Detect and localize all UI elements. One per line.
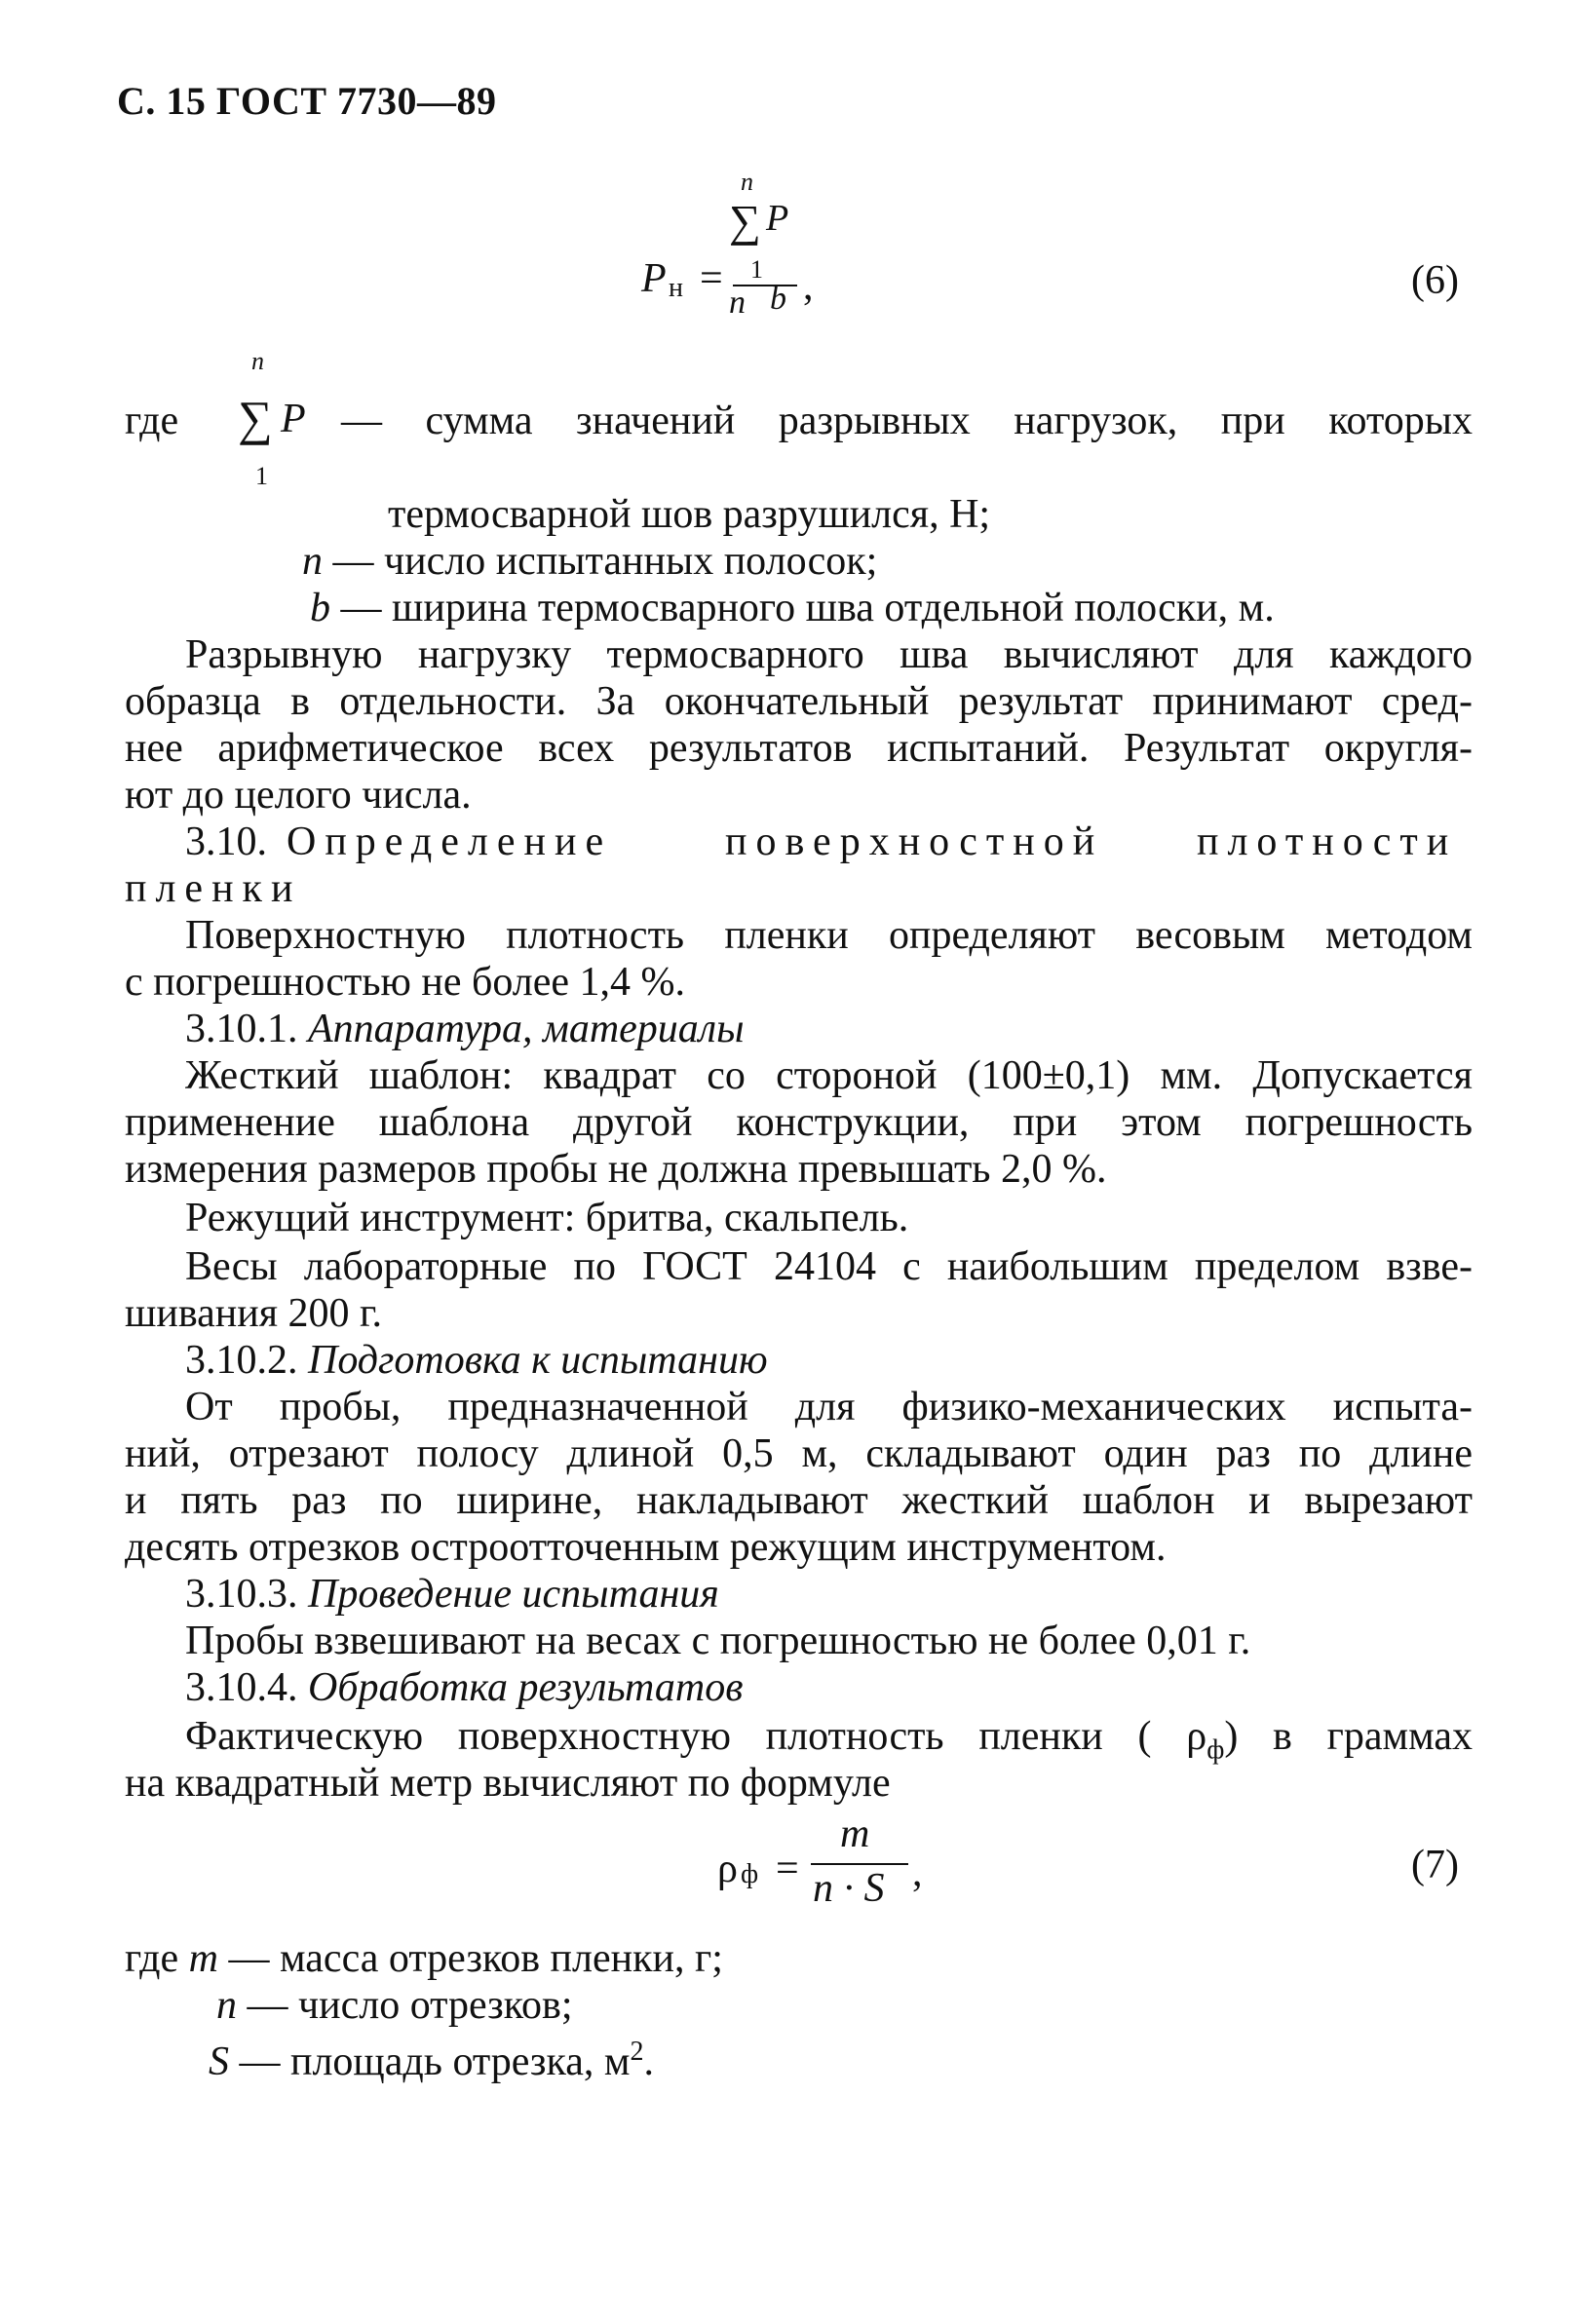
where6-def-n: n — число испытанных полосок; <box>302 539 878 584</box>
formula7-number: (7) <box>1411 1843 1459 1887</box>
formula6-eq: = <box>700 256 723 301</box>
formula6-sigma: ∑ <box>729 196 761 246</box>
where6-sigma: ∑ <box>238 391 273 445</box>
section-3-10-2-heading: 3.10.2. Подготовка к испытанию <box>185 1338 768 1383</box>
formula6-sum-top: n <box>741 168 753 196</box>
where6-sigma-body: P <box>281 397 306 441</box>
formula6-number: (6) <box>1411 258 1459 303</box>
formula7-lhs-sub: ф <box>741 1859 759 1889</box>
section-3-10-3-heading: 3.10.3. Проведение испытания <box>185 1572 719 1617</box>
formula7-denominator: n · S <box>813 1866 885 1911</box>
page-header: С. 15 ГОСТ 7730—89 <box>117 79 497 123</box>
section-3-10-1-heading: 3.10.1. Аппаратура, материалы <box>185 1007 745 1051</box>
formula7-eq: = <box>776 1847 799 1891</box>
section-3-10-1-cutting-tool: Режущий инструмент: бритва, скальпель. <box>185 1196 909 1240</box>
formula7-numerator: m <box>840 1811 870 1856</box>
formula7-lhs: ρ <box>717 1847 738 1891</box>
where6-def-sum-line1: — сумма значений разрывных нагрузок, при которых <box>341 399 1473 443</box>
formula6-den-b: b <box>770 281 786 317</box>
section-3-10-4-heading: 3.10.4. Обработка результатов <box>185 1665 744 1710</box>
formula7-comma: , <box>912 1850 923 1895</box>
formula6-lhs-sub: н <box>669 273 683 303</box>
formula6-lhs: P <box>641 256 667 301</box>
where6-def-b: b — ширина термосварного шва отдельной полоски, м. <box>310 586 1275 630</box>
formula6-sum-bottom: 1 <box>750 255 763 284</box>
formula6-sum-body: P <box>766 198 789 239</box>
section-3-10-3-text: Пробы взвешивают на весах с погрешностью не более 0,01 г. <box>185 1619 1251 1663</box>
where6-gde: где <box>125 399 179 443</box>
formula6-comma: , <box>803 264 814 309</box>
formula6-den-n: n <box>729 285 746 321</box>
where6-def-sum-line2: термосварной шов разрушился, Н; <box>388 492 991 537</box>
document-page: С. 15 ГОСТ 7730—89 n ∑ P P н = 1 n b , (6) где n ∑ P 1 — сумма значений разрывных нагрузок, при которых термосварной шов разрушился, Н; n — число испытанных полосок; b — ширина термосварного шва отдельной полоски, м. Разрывную нагрузку термосварного шва вычисляют для каждого образца в отдельности. За окончательный результат принимают сред- нее арифметическое всех результатов испытаний. Результат округля- ют до целого числа. 3.10. Определение поверхностной плотности пленки Поверхностную плотность пленки определяют весовым методом с погрешностью не более 1,4 %. 3.10.1. Аппаратура, материалы Жесткий шаблон: квадрат со стороной (100±0,1) мм. Допускается применение шаблона другой конструкции, при этом погрешность измерения размеров пробы не должна превышать 2,0 %. Режущий инструмент: бритва, скальпель. Весы лабораторные по ГОСТ 24104 с наибольшим пределом взве- шивания 200 г. 3.10.2. Подготовка к испытанию От пробы, предназначенной для физико-механических испыта- ний, отрезают полосу длиной 0,5 м, складывают один раз по длине и пять раз по ширине, накладывают жесткий шаблон и вырезают десять отрезков остроотточенным режущим инструментом. 3.10.3. Проведение испытания Пробы взвешивают на весах с погрешностью не более 0,01 г. 3.10.4. Обработка результатов Фактическую поверхностную плотность пленки ( $\rho_ф$) в граммах на квадратный метр вычисляют по формуле ρ ф = m n · S , (7) где m — масса отрезков пленки, г; n — число отрезков; S — площадь отрезка, $м^2$. <box>117 79 1473 2084</box>
where6-sigma-top: n <box>251 347 264 375</box>
where6-sigma-bottom: 1 <box>255 462 268 490</box>
